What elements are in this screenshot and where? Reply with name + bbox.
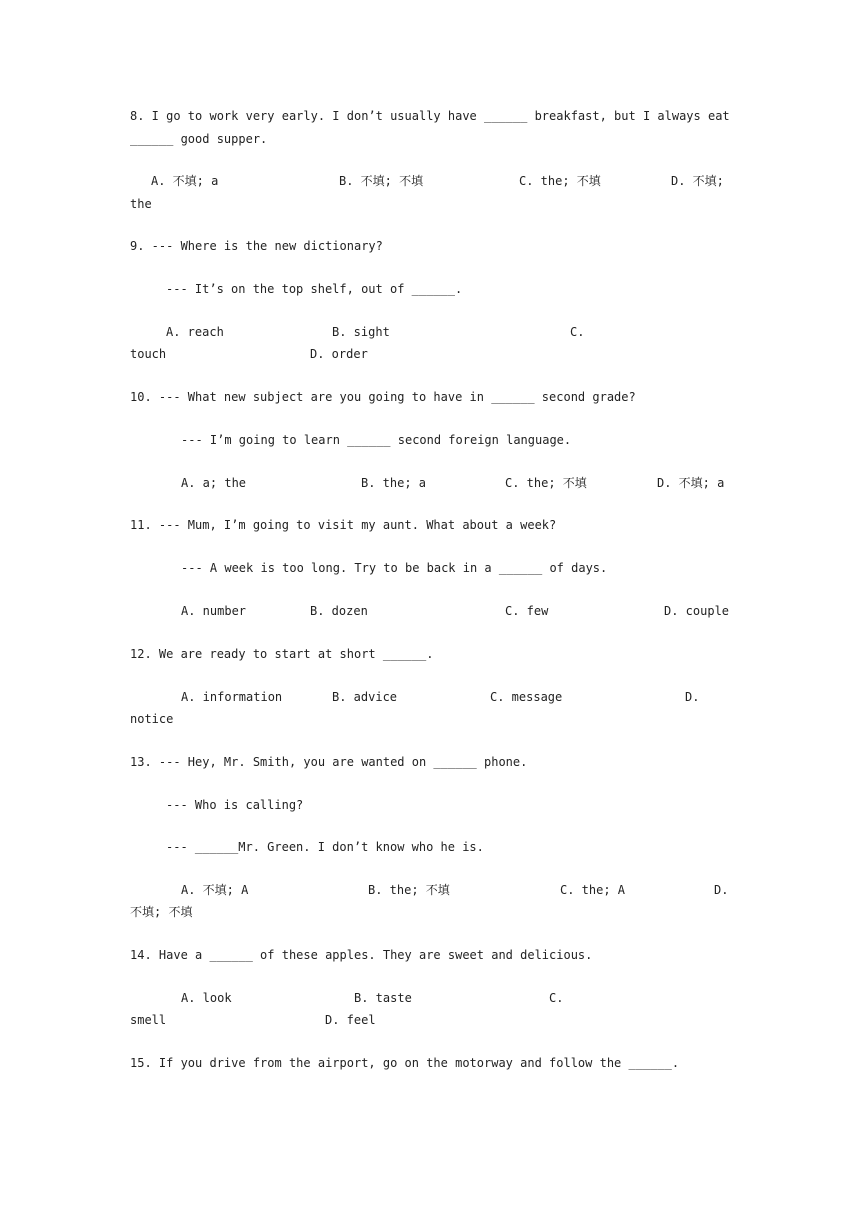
q13-option-d-wrap: 不填; 不填 (130, 905, 193, 919)
q10-option-c: C. the; 不填 (505, 476, 587, 490)
q13-reply-1: --- Who is calling? (166, 798, 304, 812)
q14-option-c-wrap: smell (130, 1013, 167, 1027)
q9-option-c: C. (570, 325, 585, 339)
q10-option-a: A. a; the (181, 476, 247, 490)
q9-option-c-wrap: touch (130, 347, 167, 361)
q8-stem-line2: ______ good supper. (130, 132, 268, 146)
q8-option-c: C. the; 不填 (519, 174, 601, 188)
q12-option-c: C. message (490, 690, 563, 704)
q8-option-b: B. 不填; 不填 (339, 174, 424, 188)
q13-option-c: C. the; A (560, 883, 626, 897)
q13-reply-2: --- ______Mr. Green. I don’t know who he is. (166, 840, 484, 854)
q9-option-a: A. reach (166, 325, 224, 339)
q8-stem-line1: 8. I go to work very early. I don’t usually have ______ breakfast, but I always eat (130, 109, 730, 123)
q13-option-d: D. (714, 883, 729, 897)
q10-option-d: D. 不填; a (657, 476, 725, 490)
q12-stem: 12. We are ready to start at short ______. (130, 647, 434, 661)
q12-option-b: B. advice (332, 690, 398, 704)
q9-option-b: B. sight (332, 325, 390, 339)
q11-option-d: D. couple (664, 604, 730, 618)
q11-option-b: B. dozen (310, 604, 368, 618)
q9-reply: --- It’s on the top shelf, out of ______. (166, 282, 463, 296)
q13-stem: 13. --- Hey, Mr. Smith, you are wanted on ______ phone. (130, 755, 528, 769)
q10-reply: --- I’m going to learn ______ second foreign language. (181, 433, 572, 447)
q9-stem: 9. --- Where is the new dictionary? (130, 239, 383, 253)
q9-option-d: D. order (310, 347, 368, 361)
q14-option-b: B. taste (354, 991, 412, 1005)
q14-option-c: C. (549, 991, 564, 1005)
q8-option-a: A. 不填; a (151, 174, 219, 188)
q12-option-d: D. (685, 690, 700, 704)
q10-option-b: B. the; a (361, 476, 427, 490)
q14-stem: 14. Have a ______ of these apples. They are sweet and delicious. (130, 948, 593, 962)
q13-option-b: B. the; 不填 (368, 883, 450, 897)
q11-option-a: A. number (181, 604, 247, 618)
q11-option-c: C. few (505, 604, 549, 618)
q15-stem: 15. If you drive from the airport, go on the motorway and follow the ______. (130, 1056, 680, 1070)
q14-option-d: D. feel (325, 1013, 376, 1027)
q11-reply: --- A week is too long. Try to be back in a ______ of days. (181, 561, 608, 575)
q8-option-d: D. 不填; (671, 174, 724, 188)
q12-option-d-wrap: notice (130, 712, 174, 726)
q14-option-a: A. look (181, 991, 232, 1005)
q10-stem: 10. --- What new subject are you going to have in ______ second grade? (130, 390, 636, 404)
q11-stem: 11. --- Mum, I’m going to visit my aunt. What about a week? (130, 518, 557, 532)
q12-option-a: A. information (181, 690, 283, 704)
q13-option-a: A. 不填; A (181, 883, 249, 897)
q8-option-d-wrap: the (130, 197, 152, 211)
